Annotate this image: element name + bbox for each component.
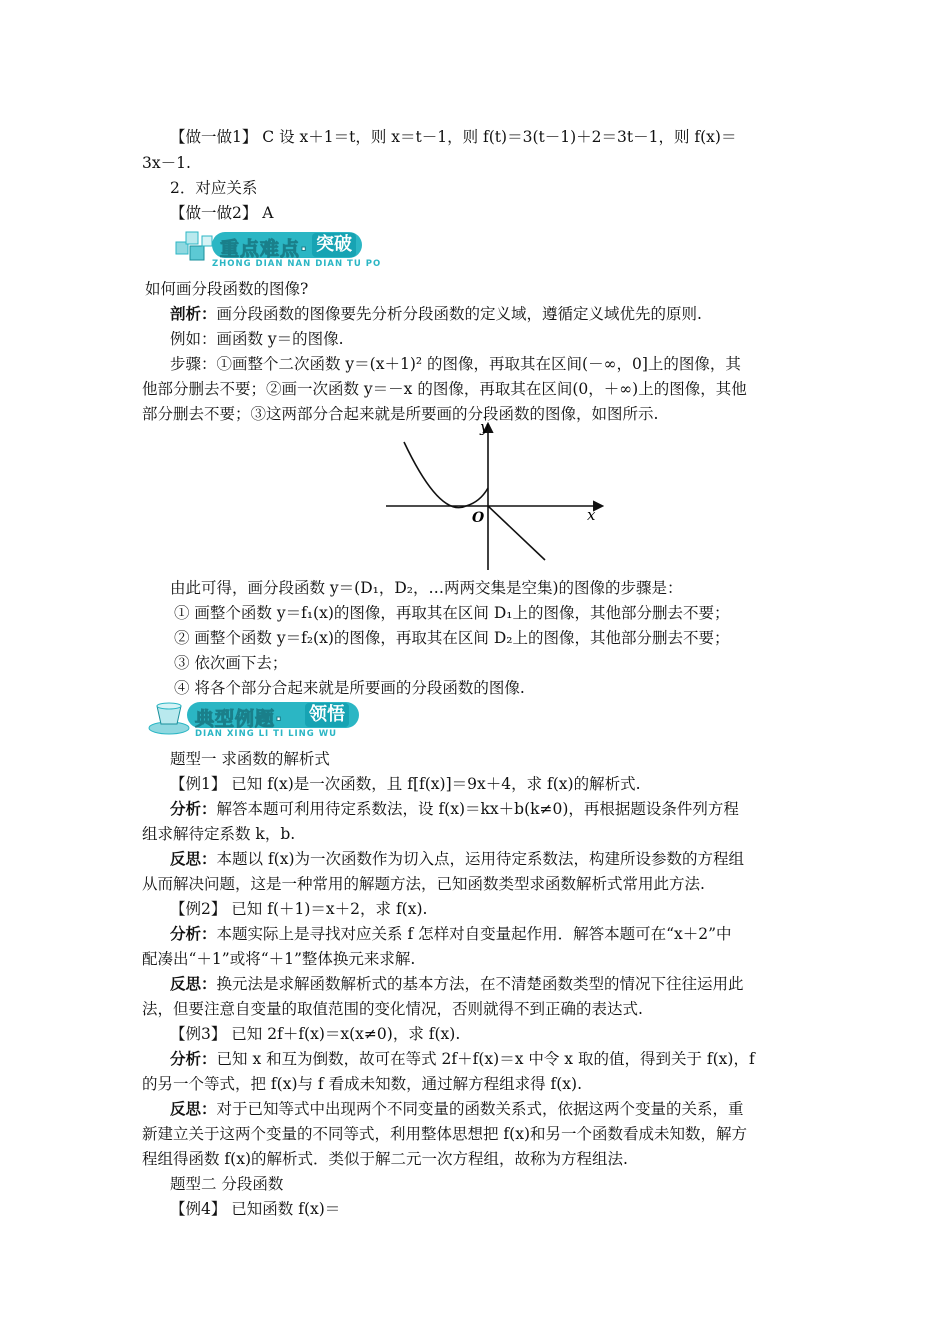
text-line: 法，但要注意自变量的取值范围的变化情况，否则就得不到正确的表达式.	[142, 1000, 643, 1018]
text-line	[170, 799, 739, 819]
text-line: 【例4】 已知函数 f(x)＝	[170, 1200, 341, 1218]
text-line: 他部分删去不要；②画一次函数 y＝－x 的图像，再取其在区间(0，＋∞)上的图像，其他	[142, 380, 747, 398]
origin-label: O	[472, 510, 485, 526]
text-line	[170, 974, 744, 994]
banner-title: 典型例题·	[195, 708, 284, 730]
text-line: 的另一个等式，把 f(x)与 f 看成未知数，通过解方程组求得 f(x).	[142, 1075, 583, 1093]
piecewise-function-graph	[380, 418, 610, 578]
text-line: 2．对应关系	[170, 179, 258, 197]
label-bold: 反思：	[170, 849, 217, 868]
text-line: ④ 将各个部分合起来就是所要画的分段函数的图像.	[174, 679, 525, 697]
banner-tag: 领悟	[305, 703, 349, 727]
text-line: ② 画整个函数 y＝f₂(x)的图像，再取其在区间 D₂上的图像，其他部分删去不要；	[174, 629, 730, 647]
text-span: 本题以 f(x)为一次函数作为切入点，运用待定系数法，构建所设参数的方程组	[216, 850, 745, 868]
text-span: 解答本题可利用待定系数法，设 f(x)＝kx＋b(k≠0)，再根据题设条件列方程	[216, 800, 739, 818]
text-span: 对于已知等式中出现两个不同变量的函数关系式，依据这两个变量的关系，重	[216, 1100, 744, 1118]
label-bold: 反思：	[170, 1099, 217, 1118]
text-line: 【做一做1】 C 设 x＋1＝t，则 x＝t－1，则 f(t)＝3(t－1)＋2＝3t－1，则 f(x)＝	[170, 128, 737, 146]
text-line: 配凑出“＋1”或将“＋1”整体换元来求解.	[142, 950, 416, 968]
label-bold: 剖析：	[170, 304, 217, 323]
text-line	[170, 304, 702, 324]
x-label: x	[587, 506, 596, 524]
text-line: 【例3】 已知 2f＋f(x)＝x(x≠0)，求 f(x).	[170, 1025, 461, 1043]
label-bold: 分析：	[170, 924, 217, 943]
text-line: 3x－1.	[142, 154, 191, 172]
text-line: 程组得函数 f(x)的解析式．类似于解二元一次方程组，故称为方程组法.	[142, 1150, 628, 1168]
parabola-branch	[404, 442, 488, 508]
text-line: 如何画分段函数的图像?	[145, 280, 309, 298]
banner-pinyin: DIAN XING LI TI LING WU	[195, 729, 337, 739]
y-label: y	[480, 418, 489, 436]
text-span: 画分段函数的图像要先分析分段函数的定义域，遵循定义域优先的原则.	[216, 305, 702, 323]
text-span: 换元法是求解函数解析式的基本方法，在不清楚函数类型的情况下往往运用此	[216, 975, 744, 993]
text-line: 从而解决问题，这是一种常用的解题方法，已知函数类型求函数解析式常用此方法.	[142, 875, 705, 893]
text-line: 【做一做2】 A	[170, 204, 274, 222]
text-line: 新建立关于这两个变量的不同等式，利用整体思想把 f(x)和另一个函数看成未知数，解方	[142, 1125, 748, 1143]
text-line: 组求解待定系数 k，b.	[142, 825, 296, 843]
text-line: 题型一 求函数的解析式	[170, 750, 330, 768]
text-line: 【例1】 已知 f(x)是一次函数，且 f[f(x)]＝9x＋4，求 f(x)的解析式.	[170, 775, 641, 793]
text-line	[170, 1049, 755, 1069]
text-line: 由此可得，画分段函数 y＝(D₁，D₂，…两两交集是空集)的图像的步骤是：	[170, 579, 683, 597]
label-bold: 分析：	[170, 1049, 217, 1068]
text-span: 本题实际上是寻找对应关系 f 怎样对自变量起作用．解答本题可在“x＋2”中	[216, 925, 732, 943]
text-line: ① 画整个函数 y＝f₁(x)的图像，再取其在区间 D₁上的图像，其他部分删去不要；	[174, 604, 730, 622]
text-line: 步骤：①画整个二次函数 y＝(x＋1)² 的图像，再取其在区间(－∞，0]上的图像，其	[170, 355, 741, 373]
text-line: ③ 依次画下去；	[174, 654, 288, 672]
banner-title: 重点难点·	[220, 238, 309, 260]
section-banner-key-points	[172, 228, 392, 272]
text-line	[170, 849, 744, 869]
banner-pinyin: ZHONG DIAN NAN DIAN TU PO	[212, 259, 382, 269]
text-line: 题型二 分段函数	[170, 1175, 284, 1193]
banner-tag: 突破	[312, 233, 356, 257]
text-line	[170, 1099, 744, 1119]
text-span: 已知 x 和互为倒数，故可在等式 2f＋f(x)＝x 中令 x 取的值，得到关于 f(x)，f	[216, 1050, 755, 1068]
text-line: 部分删去不要；③这两部分合起来就是所要画的分段函数的图像，如图所示.	[142, 405, 659, 423]
label-bold: 反思：	[170, 974, 217, 993]
line-branch	[488, 506, 545, 560]
text-line: 例如：画函数 y＝的图像.	[170, 330, 344, 348]
text-line	[170, 924, 732, 944]
section-banner-examples	[145, 698, 365, 742]
text-line: 【例2】 已知 f(＋1)＝x＋2，求 f(x).	[170, 900, 428, 918]
label-bold: 分析：	[170, 799, 217, 818]
